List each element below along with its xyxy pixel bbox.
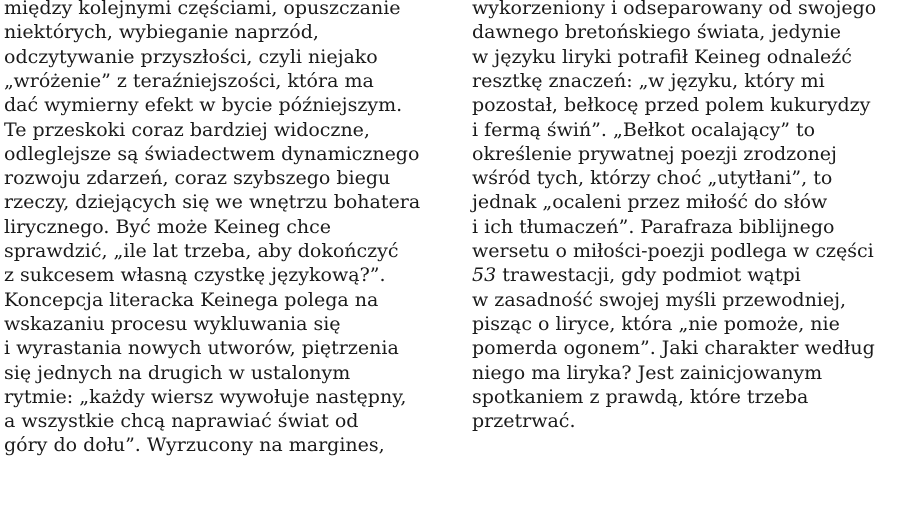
- text-line: wskazaniu procesu wykluwania się: [4, 312, 341, 335]
- text-line: lirycznego. Być może Keineg chce: [4, 215, 332, 238]
- text-line: Te przeskoki coraz bardziej widoczne,: [4, 118, 370, 141]
- text-line: [472, 336, 875, 360]
- text-line: góry do dołu”. Wyrzucony na margines,: [4, 434, 385, 457]
- text-line: [472, 0, 876, 20]
- text-line: rytmie: „każdy wiersz wywołuje następny,: [4, 385, 407, 408]
- text-line: [472, 239, 874, 263]
- text-line: [472, 288, 846, 312]
- text-line: [472, 69, 825, 93]
- line-text: jednak „ocaleni przez miłość do słów: [472, 191, 828, 214]
- text-line: odleglejsze są świadectwem dynamicznego: [4, 142, 420, 165]
- section-number: 53: [472, 264, 497, 287]
- text-line: [472, 385, 808, 409]
- text-line: [472, 190, 827, 214]
- text-line: między kolejnymi częściami, opuszczanie: [4, 0, 401, 19]
- text-line: [472, 361, 822, 385]
- line-text: wśród tych, którzy choć „utytłani”, to: [472, 167, 833, 190]
- line-text: trawestacji, gdy podmiot wątpi: [496, 264, 801, 287]
- text-line: [472, 93, 870, 117]
- line-text: niego ma liryka? Jest zainicjowanym: [472, 361, 823, 384]
- line-text: w języku liryki potrafił Keineg odnaleźć: [472, 45, 852, 68]
- line-text: określenie prywatnej poezji zrodzonej: [472, 142, 837, 165]
- text-line: [472, 45, 852, 69]
- text-line: [472, 215, 834, 239]
- line-text: spotkaniem z prawdą, które trzeba: [472, 385, 809, 408]
- text-line: rozwoju zdarzeń, coraz szybszego biegu: [4, 167, 391, 190]
- text-line: niektórych, wybieganie naprzód,: [4, 21, 319, 44]
- text-line: z sukcesem własną czystkę językową?”.: [4, 264, 386, 287]
- line-text: pisząc o liryce, która „nie pomoże, nie: [472, 312, 840, 335]
- text-line: dać wymierny efekt w bycie późniejszym.: [4, 94, 403, 117]
- text-line: a wszystkie chcą naprawiać świat od: [4, 410, 359, 433]
- line-text: wersetu o miłości-poezji podlega w części: [472, 240, 874, 262]
- line-text: dawnego bretońskiego świata, jedynie: [472, 21, 841, 44]
- text-line: [472, 142, 837, 166]
- line-text: przetrwać.: [472, 410, 576, 433]
- text-line: Koncepcja literacka Keinega polega na: [4, 288, 379, 311]
- line-text: pomerda ogonem”. Jaki charakter według: [472, 337, 875, 360]
- line-text: i ich tłumaczeń”. Parafraza biblijnego: [472, 215, 835, 238]
- text-line: się jednych na drugich w ustalonym: [4, 361, 351, 384]
- text-line: odczytywanie przyszłości, czyli niejako: [4, 45, 378, 68]
- line-text: pozostał, bełkocę przed polem kukurydzy: [472, 94, 871, 117]
- text-line: [472, 263, 801, 287]
- text-line: [472, 118, 815, 142]
- text-line: sprawdzić, „ile lat trzeba, aby dokończyć: [4, 240, 399, 262]
- text-line: [472, 409, 576, 433]
- text-line: rzeczy, dziejących się we wnętrzu bohatera: [4, 191, 421, 214]
- line-text: w zasadność swojej myśli przewodniej,: [472, 288, 847, 311]
- text-line: „wróżenie” z teraźniejszości, która ma: [4, 69, 374, 92]
- text-line: i wyrastania nowych utworów, piętrzenia: [4, 337, 399, 360]
- text-line: [472, 166, 832, 190]
- line-text: wykorzeniony i odseparowany od swojego: [472, 0, 877, 19]
- text-line: [472, 20, 841, 44]
- line-text: i fermą świń”. „Bełkot ocalający” to: [472, 118, 816, 141]
- text-line: [472, 312, 840, 336]
- line-text: resztkę znaczeń: „w języku, który mi: [472, 69, 825, 92]
